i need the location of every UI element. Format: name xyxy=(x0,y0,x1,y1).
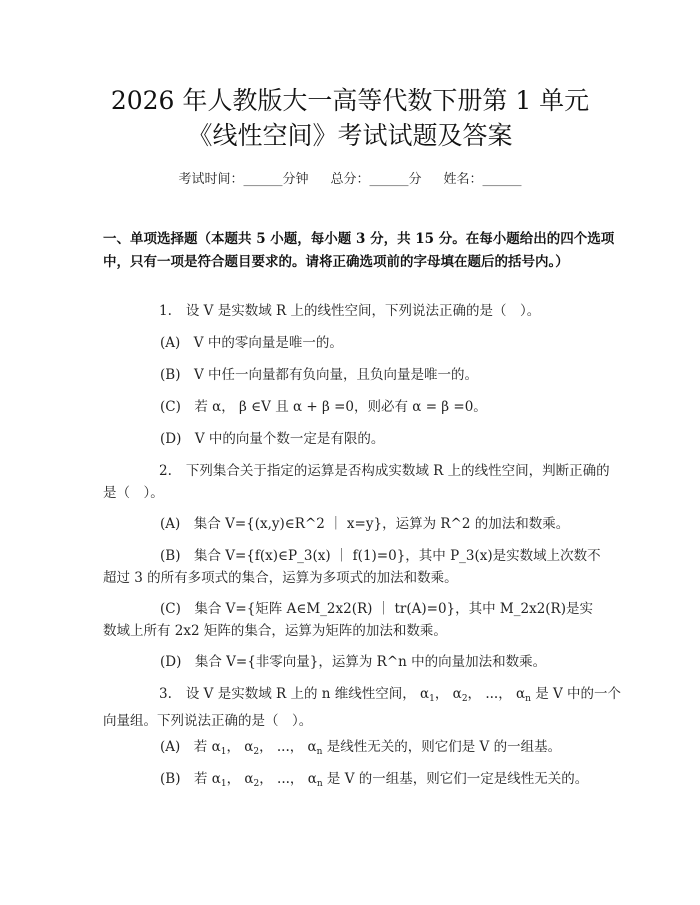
question-2-option-c: (C) 集合 V={矩阵 A∈M_2x2(R) ｜ tr(A)=0}，其中 M_2x2(R)是实数域上所有 2x2 矩阵的集合，运算为矩阵的加法和数乘。 xyxy=(103,601,593,639)
question-3-option-a xyxy=(160,736,610,763)
section-heading-single-choice: 一、单项选择题（本题共 5 小题，每小题 3 分，共 15 分。在每小题给出的四个选项中，只有一项是符合题目要求的。请将正确选项前的字母填在题后的括号内。） xyxy=(103,231,615,270)
question-1-option-c: (C) 若 α， β ∈V 且 α + β =0，则必有 α = β =0。 xyxy=(160,399,487,415)
question-3-option-b xyxy=(160,768,610,795)
question-1-option-b: (B) V 中任一向量都有负向量，且负向量是唯一的。 xyxy=(160,367,478,383)
subscript: 2 xyxy=(253,779,260,789)
question-text: 设 V 是实数域 R 上的 n 维线性空间， α xyxy=(185,686,430,702)
subscript: 2 xyxy=(253,747,260,757)
separator: ， ...， α xyxy=(259,771,317,787)
total-score-field: 总分：______分 xyxy=(330,172,422,187)
question-1-option-d: (D) V 中的向量个数一定是有限的。 xyxy=(160,431,385,447)
subscript: 1 xyxy=(429,694,435,704)
question-2-option-d: (D) 集合 V={非零向量}，运算为 R^n 中的向量加法和数乘。 xyxy=(160,654,547,670)
question-3-stem xyxy=(103,683,623,732)
student-name-field: 姓名：______ xyxy=(443,172,522,187)
separator: ， ...， α xyxy=(467,686,526,702)
subscript: n xyxy=(316,747,323,757)
question-number: 3. xyxy=(159,686,172,702)
question-text: 下列集合关于指定的运算是否构成实数域 R 上的线性空间，判断正确的是（ ）。 xyxy=(103,463,610,501)
option-text: (A) 若 α xyxy=(160,739,221,755)
question-number: 2. xyxy=(159,463,172,479)
subscript: 1 xyxy=(220,747,227,757)
option-text: (B) 若 α xyxy=(160,771,221,787)
exam-title-line1: 2026 年人教版大一高等代数下册第 1 单元 xyxy=(110,86,590,115)
question-2-stem xyxy=(103,460,623,504)
separator: ， α xyxy=(226,771,254,787)
question-1-option-a: (A) V 中的零向量是唯一的。 xyxy=(160,335,343,351)
exam-title-line2: 《线性空间》考试试题及答案 xyxy=(187,121,513,150)
separator: ， α xyxy=(226,739,254,755)
question-1-stem xyxy=(103,300,623,322)
question-text: 是 V 中的一个向量组。下列说法正确的是（ ）。 xyxy=(103,686,622,729)
exam-time-field: 考试时间：______分钟 xyxy=(178,172,309,187)
question-text: 设 V 是实数域 R 上的线性空间，下列说法正确的是（ ）。 xyxy=(185,303,541,319)
question-number: 1. xyxy=(159,303,172,319)
subscript: 2 xyxy=(461,694,468,704)
separator: ， α xyxy=(434,686,462,702)
question-2-option-a: (A) 集合 V={(x,y)∈R^2 ｜ x=y}，运算为 R^2 的加法和数乘。 xyxy=(160,516,570,532)
subscript: n xyxy=(316,779,323,789)
subscript: 1 xyxy=(220,779,227,789)
option-text: 是线性无关的，则它们是 V 的一组基。 xyxy=(322,739,562,755)
separator: ， ...， α xyxy=(259,739,317,755)
exam-meta xyxy=(0,168,700,187)
option-text: 是 V 的一组基，则它们一定是线性无关的。 xyxy=(322,771,589,787)
question-2-option-b: (B) 集合 V={f(x)∈P_3(x) ｜ f(1)=0}，其中 P_3(x)是实数域上次数不超过 3 的所有多项式的集合，运算为多项式的加法和数乘。 xyxy=(103,548,601,586)
subscript: n xyxy=(525,694,531,704)
